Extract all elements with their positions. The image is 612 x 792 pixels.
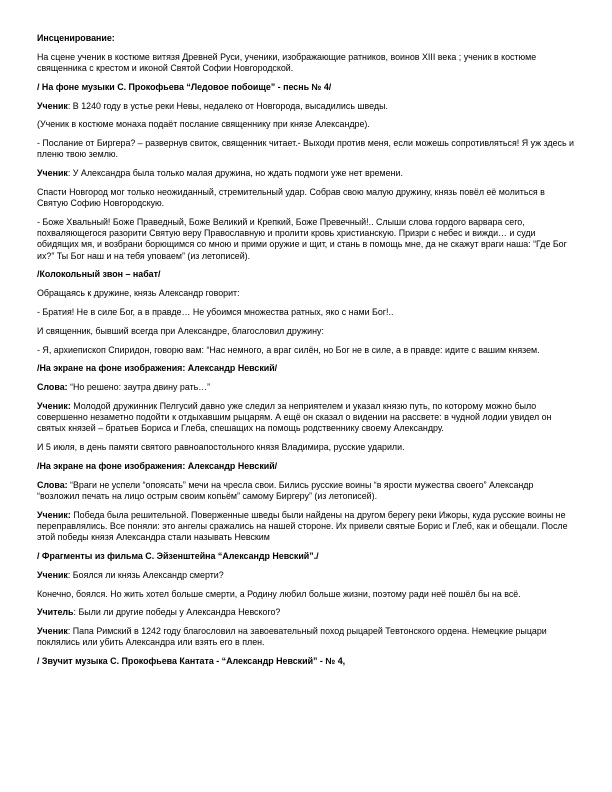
- text-segment: Обращаясь к дружине, князь Александр говорит:: [37, 288, 240, 299]
- paragraph: [37, 345, 578, 356]
- speaker-label: Слова:: [37, 382, 68, 393]
- section-heading: [37, 33, 578, 44]
- paragraph: [37, 326, 578, 337]
- text-segment: : У Александра была только малая дружина, но ждать подмоги уже нет времени.: [67, 168, 403, 179]
- text-segment: “Но решено: заутра двину рать…”: [67, 382, 211, 393]
- text-segment: На сцене ученик в костюме витязя Древней Руси, ученики, изображающие ратников, воинов XIII века ; ученик в костюме священника с крестом и иконой Святой Софии Новгородской.: [37, 51, 537, 73]
- paragraph: [37, 217, 578, 262]
- paragraph: [37, 119, 578, 130]
- text-segment: И священник, бывший всегда при Александре, благословил дружину:: [37, 325, 324, 336]
- text-segment: Победа была решительной. Поверженные шведы были найдены на другом берегу реки Ижоры, куда русские воины не переправлялись. Все поняли: это ангелы сражались на нашей стороне. Их привели святые Борис и Глеб, как и обещали. После этой победы князя Александра стали называть Невским: [37, 509, 568, 543]
- text-segment: Спасти Новгород мог только неожиданный, стремительный удар. Собрав свою малую дружину, князь повёл её молиться в Святую Софию Новгородскую.: [37, 186, 545, 209]
- paragraph: [37, 187, 578, 209]
- section-heading: [37, 656, 578, 667]
- paragraph: [37, 607, 578, 618]
- text-segment: / Звучит музыка С. Прокофьева Кантата - “Александр Невский” - № 4,: [37, 656, 346, 667]
- text-segment: “Враги не успели “опоясать” мечи на чресла свои. Бились русские воины “в ярости мужества своего” Александр “возложил печать на лицо острым своим копьём” самому Биргеру” (из летописей).: [37, 479, 534, 501]
- speaker-label: Ученик: [37, 626, 68, 637]
- paragraph: [37, 307, 578, 318]
- speaker-label: Слова:: [37, 479, 68, 490]
- paragraph: [37, 288, 578, 299]
- paragraph: [37, 52, 578, 74]
- text-segment: /Колокольный звон – набат/: [37, 269, 161, 280]
- text-segment: - Я, архиепископ Спиридон, говорю вам: “Нас немного, а враг силён, но Бог не в силе, а в правде: идите с вашим князем.: [37, 344, 540, 355]
- document-body: [37, 33, 578, 667]
- speaker-label: Ученик: [37, 569, 68, 580]
- paragraph: [37, 589, 578, 600]
- text-segment: И 5 июля, в день памяти святого равноапостольного князя Владимира, русские ударили.: [37, 442, 405, 453]
- text-segment: : Папа Римский в 1242 году благословил на завоевательный поход рыцарей Тевтонского ордена. Немецкие рыцари поклялись или убить Александра или взять его в плен.: [37, 626, 547, 648]
- text-segment: Конечно, боялся. Но жить хотел больше смерти, а Родину любил больше жизни, поэтому ради неё пошёл бы на всё.: [37, 588, 521, 599]
- text-segment: Молодой дружинник Пелгусий давно уже следил за неприятелем и указал князю путь, по которому можно было совершенно незаметно подойти к отдыхавшим рыцарям. А ещё он сказал о видении на рассвете: в чудной лодии увидел он святых князей – братьев Бориса и Глеба, спешащих на помощь родственнику своему Александру.: [37, 400, 552, 434]
- speaker-label: Ученик: [37, 168, 68, 179]
- text-segment: : В 1240 году в устье реки Невы, недалеко от Новгорода, высадились шведы.: [67, 100, 388, 111]
- paragraph: [37, 570, 578, 581]
- text-segment: / На фоне музыки С. Прокофьева “Ледовое побоище” - песнь № 4/: [37, 81, 332, 92]
- text-segment: / Фрагменты из фильма С. Эйзенштейна “Александр Невский”./: [37, 550, 319, 561]
- speaker-label: Ученик: [37, 100, 68, 111]
- paragraph: [37, 382, 578, 393]
- section-heading: [37, 461, 578, 472]
- section-heading: [37, 82, 578, 93]
- text-segment: (Ученик в костюме монаха подаёт послание священнику при князе Александре).: [37, 119, 370, 130]
- section-heading: [37, 363, 578, 374]
- paragraph: [37, 138, 578, 160]
- paragraph: [37, 442, 578, 453]
- speaker-label: Учитель: [37, 607, 74, 618]
- text-segment: - Послание от Биргера? – развернув свиток, священник читает.- Выходи против меня, если можешь сопротивляться! Я уж здесь и пленю твою землю.: [37, 138, 575, 160]
- paragraph: [37, 401, 578, 435]
- paragraph: [37, 626, 578, 648]
- paragraph: [37, 480, 578, 502]
- paragraph: [37, 168, 578, 179]
- text-segment: : Боялся ли князь Александр смерти?: [67, 569, 224, 580]
- text-segment: - Боже Хвальный! Боже Праведный, Боже Великий и Крепкий, Боже Превечный!.. Слыши слова гордого варвара сего, похваляющегося разорити Святую веру Православную и пролити кровь христианскую. Призри с небес и вижди… и суди обидящих мя, и возбрани борющимся со мною и прими оружие и щит, и стань в помощь мне, да не скажут враги наша: “Где Бог их?” Ты Бог наш и на тебя уповаем” (из летописей).: [37, 216, 567, 261]
- text-segment: : Были ли другие победы у Александра Невского?: [73, 607, 281, 618]
- speaker-label: Ученик:: [37, 400, 71, 411]
- paragraph: [37, 510, 578, 544]
- text-segment: /На экране на фоне изображения: Александр Невский/: [37, 460, 278, 471]
- text-segment: Инсценирование:: [37, 33, 115, 43]
- section-heading: [37, 269, 578, 280]
- text-segment: - Братия! Не в силе Бог, а в правде… Не убоимся множества ратных, яко с нами Бог!..: [37, 306, 394, 317]
- paragraph: [37, 101, 578, 112]
- speaker-label: Ученик:: [37, 509, 71, 520]
- section-heading: [37, 551, 578, 562]
- text-segment: /На экране на фоне изображения: Александр Невский/: [37, 363, 278, 374]
